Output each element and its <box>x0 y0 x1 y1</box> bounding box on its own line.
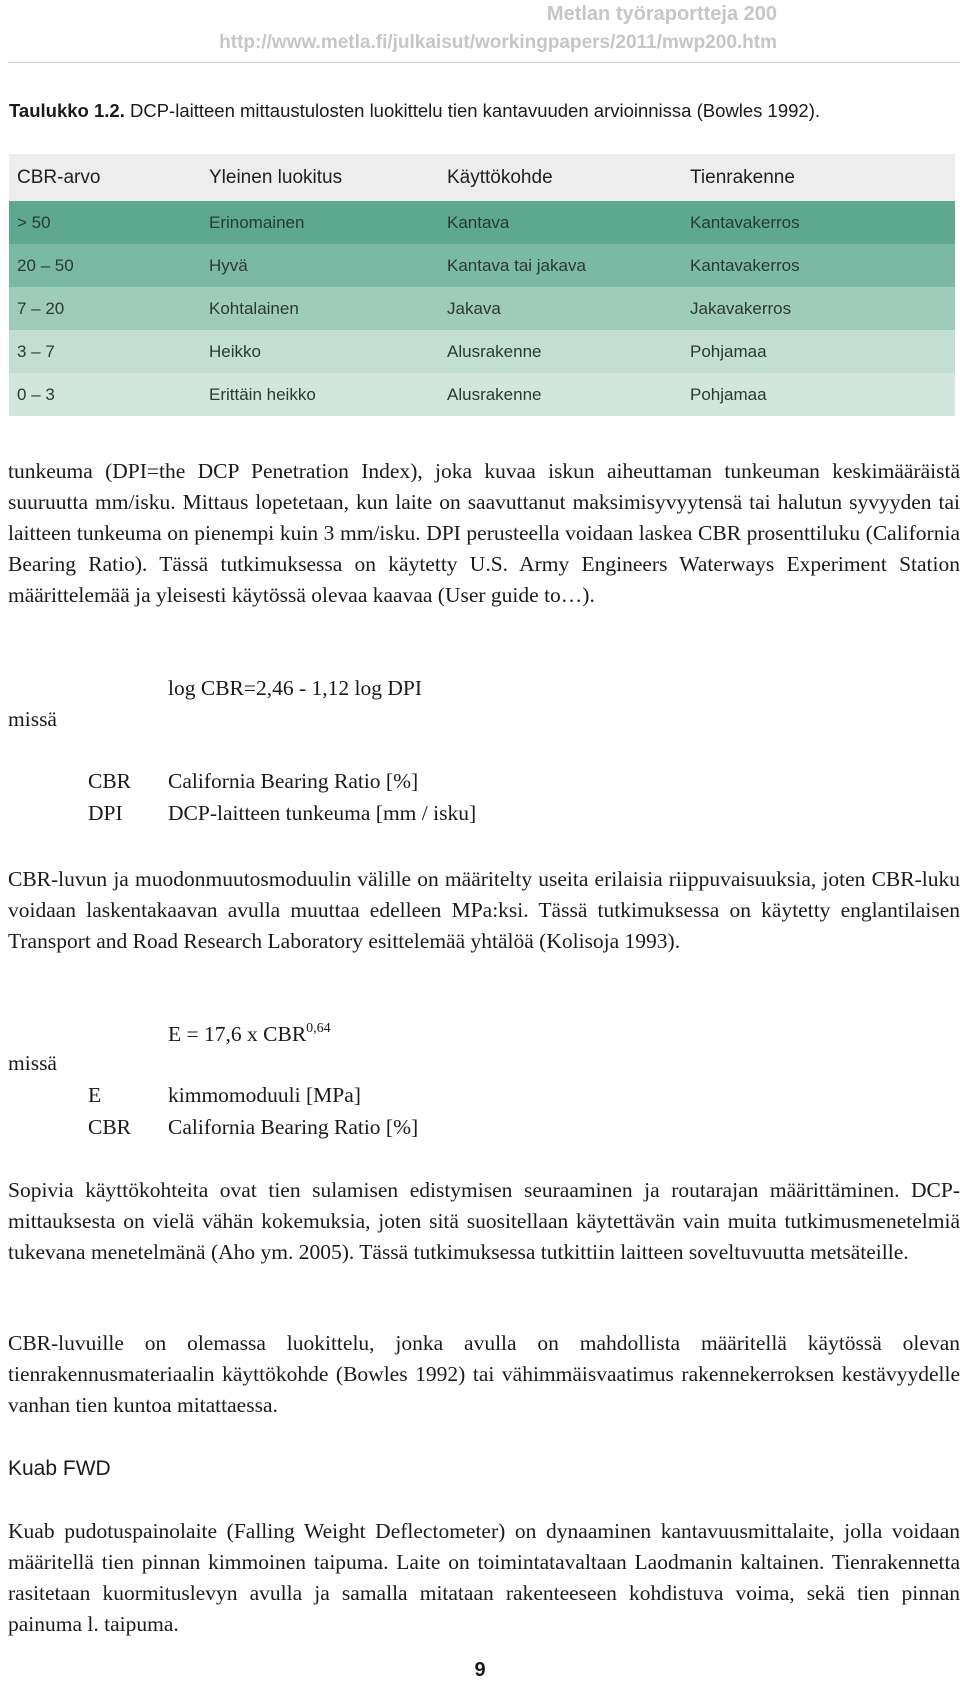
table-cell: Jakavakerros <box>690 287 955 330</box>
column-header: Käyttökohde <box>447 154 690 201</box>
running-header-title: Metlan työraportteja 200 <box>546 3 777 25</box>
table-cell: Erittäin heikko <box>209 373 447 416</box>
column-header: Tienrakenne <box>690 154 955 201</box>
column-header: CBR-arvo <box>9 154 209 201</box>
table-cell: 20 – 50 <box>9 244 209 287</box>
table-row <box>9 373 955 416</box>
formula-term-definition: California Bearing Ratio [%] <box>168 769 419 793</box>
table-row <box>9 244 955 287</box>
formula-term-symbol: CBR <box>88 1115 132 1139</box>
table-cell: Kantava tai jakava <box>447 244 690 287</box>
table-cell: Alusrakenne <box>447 330 690 373</box>
paragraph-dpi: tunkeuma (DPI=the DCP Penetration Index), joka kuvaa iskun aiheuttaman tunkeuman keskimääräistä suuruutta mm/isku. Mittaus lopetetaan, kun laite on saavuttanut maksimisyvyytensä tai halutun syvyyden tai laitteen tunkeuma on pienempi kuin 3 mm/isku. DPI perusteella voidaan laskea CBR prosenttiluku (California Bearing Ratio). Tässä tutkimuksessa on käytetty U.S. Army Engineers Waterways Experiment Station määrittelemää ja yleisesti käytössä olevaa kaavaa (User guide to…). <box>8 459 960 607</box>
table-row <box>9 201 955 244</box>
table-cell: Kohtalainen <box>209 287 447 330</box>
cbr-classification-table <box>9 154 955 416</box>
table-cell: > 50 <box>9 201 209 244</box>
table-cell: Hyvä <box>209 244 447 287</box>
table-cell: 3 – 7 <box>9 330 209 373</box>
formula-where-label: missä <box>8 1051 57 1075</box>
table-cell: Kantavakerros <box>690 201 955 244</box>
table-cell: Erinomainen <box>209 201 447 244</box>
table-row <box>9 330 955 373</box>
formula-term-symbol: CBR <box>88 769 132 793</box>
paragraph-cbr-classification: CBR-luvuille on olemassa luokittelu, jonka avulla on mahdollista määritellä käytössä olevan tienrakennusmateriaalin käyttökohde (Bowles 1992) tai vähimmäisvaatimus rakennekerroksen kestävyydelle vanhan tien kuntoa mitattaessa. <box>8 1331 960 1417</box>
formula-term-definition: California Bearing Ratio [%] <box>168 1115 419 1139</box>
table-cell: 7 – 20 <box>9 287 209 330</box>
section-heading: Kuab FWD <box>8 1457 111 1480</box>
paragraph-cbr-modulus: CBR-luvun ja muodonmuutosmoduulin välille on määritelty useita erilaisia riippuvaisuuksia, joten CBR-luku voidaan laskentakaavan avulla muuttaa edelleen MPa:ksi. Tässä tutkimuksessa on käytetty englantilaisen Transport and Road Research Laboratory esittelemää yhtälöä (Kolisoja 1993). <box>8 867 960 953</box>
table-cell: 0 – 3 <box>9 373 209 416</box>
table-caption-label: Taulukko 1.2. <box>9 100 125 121</box>
table-caption-text: DCP-laitteen mittaustulosten luokittelu tien kantavuuden arvioinnissa (Bowles 1992). <box>129 100 820 121</box>
formula-where-label: missä <box>8 707 57 731</box>
page-number: 9 <box>474 1659 486 1681</box>
table-cell: Jakava <box>447 287 690 330</box>
paragraph-kuab-fwd: Kuab pudotuspainolaite (Falling Weight Deflectometer) on dynaaminen kantavuusmittalaite, jolla voidaan määritellä tien pinnan kimmoinen taipuma. Laite on toimintatavaltaan Laodmanin kaltainen. Tienrakennetta rasitetaan kuormituslevyn avulla ja samalla mitataan rakenteeseen kohdistuva voima, sekä tien pinnan painuma l. taipuma. <box>8 1519 960 1636</box>
formula-term-definition: kimmomoduuli [MPa] <box>168 1083 361 1107</box>
table-row <box>9 287 955 330</box>
running-header-url: http://www.metla.fi/julkaisut/workingpapers/2011/mwp200.htm <box>219 32 777 53</box>
table-cell: Pohjamaa <box>690 373 955 416</box>
table-cell: Heikko <box>209 330 447 373</box>
formula-modulus-base: E = 17,6 x CBR <box>168 1022 307 1046</box>
table-header-row <box>9 154 955 201</box>
formula-term-symbol: E <box>88 1083 102 1107</box>
formula-modulus-exponent: 0,64 <box>306 1021 331 1036</box>
table-cell: Pohjamaa <box>690 330 955 373</box>
table-caption <box>9 98 820 124</box>
paragraph-use-cases: Sopivia käyttökohteita ovat tien sulamisen edistymisen seuraaminen ja routarajan määrittäminen. DCP-mittauksesta on vielä vähän kokemuksia, joten sitä suositellaan käytettävän vain muita tutkimusmenetelmiä tukevana menetelmänä (Aho ym. 2005). Tässä tutkimuksessa tutkittiin laitteen soveltuvuutta metsäteille. <box>8 1178 960 1264</box>
header-divider <box>8 62 960 63</box>
table-cell: Alusrakenne <box>447 373 690 416</box>
column-header: Yleinen luokitus <box>209 154 447 201</box>
table-cell: Kantavakerros <box>690 244 955 287</box>
formula-term-symbol: DPI <box>88 801 123 825</box>
formula-modulus <box>168 1014 331 1049</box>
table-cell: Kantava <box>447 201 690 244</box>
formula-term-definition: DCP-laitteen tunkeuma [mm / isku] <box>168 801 477 825</box>
formula-cbr-dpi: log CBR=2,46 - 1,12 log DPI <box>168 676 423 700</box>
